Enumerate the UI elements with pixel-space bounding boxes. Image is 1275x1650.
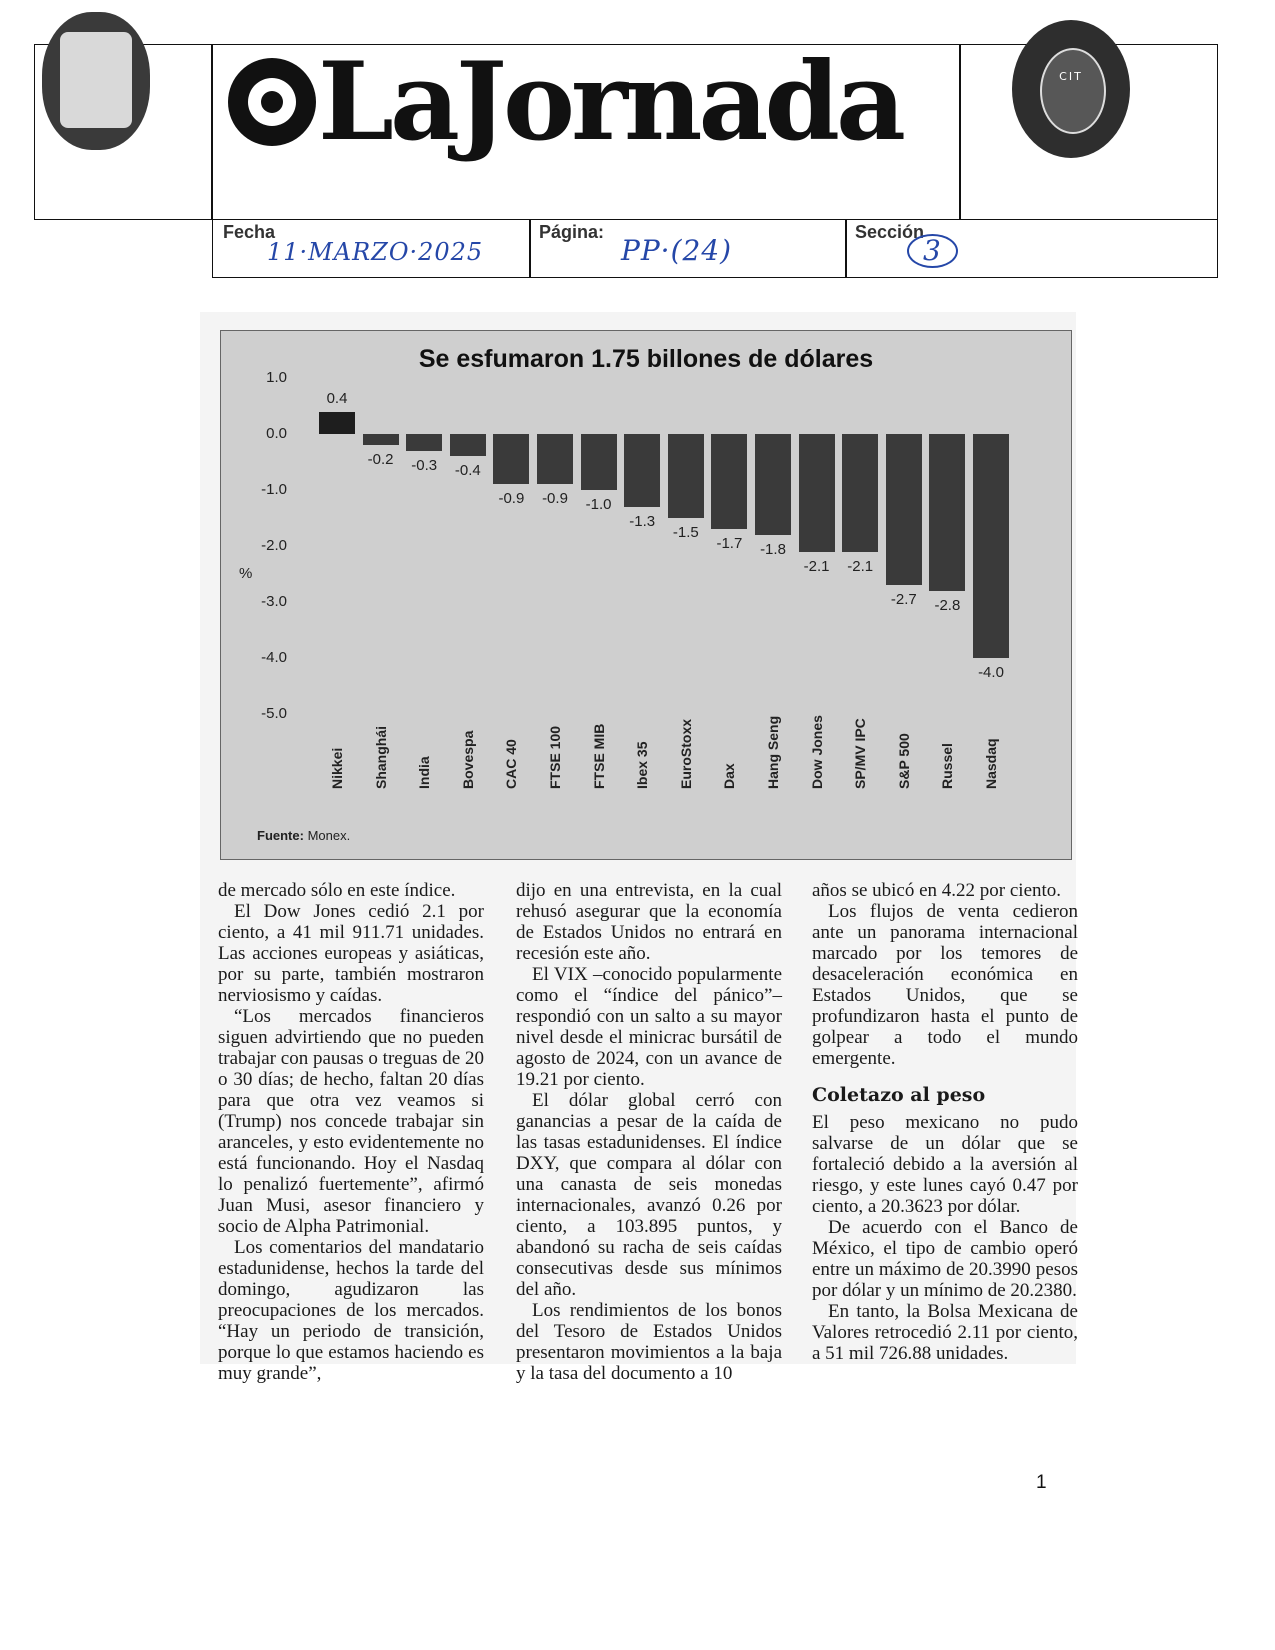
paragraph: “Los mercados financieros siguen advirtiendo que no pueden trabajar con pausas o treguas de 20 o 30 días; de hecho, faltan 20 días para que otra vez veamos si (Trump) nos concede trabajar sin aranceles, y esto evidentemente no está funcionando. Hoy el Nasdaq lo penalizó fuertemente”, afirmó Juan Musi, asesor financiero y socio de Alpha Patrimonial. (218, 1006, 484, 1237)
miners-union-seal-logo (42, 12, 150, 150)
seccion-handwritten: 3 (907, 234, 958, 268)
category-label: Bovespa (459, 730, 476, 789)
category-label: Dax (721, 763, 738, 789)
bar-dow-jones (799, 434, 835, 552)
bar-cac-40 (493, 434, 529, 484)
fecha-label: Fecha (223, 222, 276, 242)
source-label: Fuente: (257, 828, 304, 843)
category-label: SP/MV IPC (852, 718, 869, 789)
category-label: FTSE 100 (547, 725, 563, 789)
bar-value-label: -1.8 (760, 540, 786, 558)
market-drop-chart (220, 330, 1072, 860)
paragraph: De acuerdo con el Banco de México, el tipo de cambio operó entre un máximo de 20.3990 pesos por dólar y un mínimo de 20.2380. (812, 1217, 1078, 1301)
header-divider-right (959, 45, 961, 219)
paragraph: de mercado sólo en este índice. (218, 880, 456, 901)
pagina-label: Página: (539, 222, 605, 242)
column-3-bottom (812, 1112, 1078, 1364)
bar-ftse-100 (537, 434, 573, 484)
bar-eurostoxx (668, 434, 704, 518)
chart-title: Se esfumaron 1.75 billones de dólares (418, 345, 874, 373)
bar-value-label: -4.0 (978, 664, 1004, 681)
bar-shangh-i (363, 434, 399, 445)
bar-value-label: -0.2 (367, 451, 394, 469)
seccion-cell (845, 220, 1217, 277)
bar-value-label: -1.3 (629, 512, 656, 530)
cit-confederation-seal-logo (1012, 20, 1130, 158)
category-label: Ibex 35 (634, 741, 651, 789)
paragraph: El Dow Jones cedió 2.1 por ciento, a 41 mil 911.71 unidades. Las acciones europeas y asiáticas, por su parte, también mostraron nerviosismo y caídas. (218, 901, 484, 1006)
paragraph: En tanto, la Bolsa Mexicana de Valores retrocedió 2.11 por ciento, a 51 mil 726.88 unidades. (812, 1301, 1078, 1364)
y-axis-unit: % (239, 565, 253, 582)
bar-value-label: -2.1 (803, 557, 830, 575)
category-label: Hang Seng (765, 715, 781, 789)
category-label: Russel (939, 743, 956, 789)
pagina-cell (529, 220, 845, 277)
chart-source (257, 828, 350, 843)
y-tick-label: -2.0 (261, 537, 287, 554)
pagina-handwritten: PP·(24) (621, 234, 733, 267)
la-jornada-sun-logo (228, 58, 316, 146)
fecha-cell (213, 220, 529, 277)
article-column-3 (812, 880, 1078, 1364)
bar-value-label: -0.4 (454, 462, 481, 480)
bar-sp-mv-ipc (842, 434, 878, 552)
y-tick-label: 1.0 (266, 369, 287, 386)
category-label: India (416, 756, 433, 789)
paragraph: El peso mexicano no pudo salvarse de un dólar que se fortaleció debido a la aversión al riesgo, y este lunes cayó 0.47 por ciento, a 20.3623 por dólar. (812, 1112, 1078, 1217)
category-label: Nikkei (329, 747, 345, 789)
bar-value-label: -2.7 (890, 591, 917, 609)
category-label: Nasdaq (983, 738, 999, 789)
paragraph: Los comentarios del mandatario estadunidense, hechos la tarde del domingo, agudizaron las preocupaciones de los mercados. “Hay un periodo de transición, porque lo que estamos haciendo es muy grande”, (218, 1237, 484, 1384)
subhead: Coletazo al peso (812, 1084, 986, 1106)
bar-india (406, 434, 442, 451)
source-value: Monex. (307, 828, 351, 843)
y-tick-label: -5.0 (261, 705, 287, 722)
category-label: Shanghái (372, 725, 389, 789)
paragraph: años se ubicó en 4.22 por ciento. (812, 880, 1062, 901)
article-column-2 (516, 880, 782, 1384)
paragraph: El VIX –conocido popularmente como el “índice del pánico”– respondió con un salto a su mayor nivel desde el minicrac bursátil de agosto de 2024, con un avance de 19.21 por ciento. (516, 964, 782, 1090)
bar-s-p-500 (886, 434, 922, 585)
bar-value-label: -0.9 (542, 490, 568, 508)
y-tick-label: -4.0 (261, 649, 287, 666)
y-tick-label: 0.0 (266, 425, 287, 442)
paragraph: El dólar global cerró con ganancias a pesar de la caída de las tasas estadunidenses. El índice DXY, que compara al dólar con una canasta de seis monedas internacionales, avanzó 0.26 por ciento, a 103.895 puntos, y abandonó su racha de seis caídas consecutivas desde sus mínimos del año. (516, 1090, 782, 1300)
category-label: CAC 40 (503, 739, 520, 789)
paragraph: dijo en una entrevista, en la cual rehusó asegurar que la economía de Estados Unidos no entrará en recesión este año. (516, 880, 782, 964)
category-label: FTSE MIB (590, 723, 607, 789)
bar-value-label: -2.1 (847, 557, 874, 575)
bar-dax (711, 434, 747, 529)
paragraph: Los flujos de venta cedieron ante un panorama internacional marcado por los temores de desaceleración económica en Estados Unidos, que se profundizaron hasta el punto de golpear a todo el mundo emergente. (812, 901, 1078, 1069)
bar-value-label: -1.7 (716, 535, 743, 553)
paragraph: Los rendimientos de los bonos del Tesoro de Estados Unidos presentaron movimientos a la baja y la tasa del documento a 10 (516, 1300, 782, 1384)
bar-bovespa (450, 434, 486, 456)
y-tick-label: -3.0 (261, 593, 287, 610)
filing-meta-row (212, 220, 1218, 278)
bar-ftse-mib (581, 434, 617, 490)
cit-seal-abbr: CIT (1059, 70, 1083, 83)
bar-ibex-35 (624, 434, 660, 507)
bar-nikkei (319, 412, 355, 434)
column-3-top (812, 880, 1078, 1069)
bar-value-label: 0.4 (326, 389, 348, 407)
bar-russel (929, 434, 965, 591)
category-label: Dow Jones (808, 715, 825, 789)
article-column-1 (218, 880, 484, 1384)
header-divider-left (211, 45, 213, 219)
fecha-handwritten: 11·MARZO·2025 (267, 238, 484, 266)
bar-value-label: -2.8 (934, 596, 961, 614)
bar-value-label: -0.3 (411, 456, 438, 474)
bar-value-label: -1.5 (672, 524, 699, 541)
bar-hang-seng (755, 434, 791, 535)
y-tick-label: -1.0 (261, 481, 287, 498)
category-label: S&P 500 (895, 733, 912, 789)
category-label: EuroStoxx (677, 718, 694, 789)
bar-value-label: -1.0 (585, 496, 612, 513)
bar-nasdaq (973, 434, 1009, 658)
seccion-label: Sección (855, 222, 925, 242)
page-number: 1 (1036, 1472, 1047, 1493)
masthead-title: LaJornada (318, 39, 902, 165)
bar-value-label: -0.9 (498, 490, 525, 508)
